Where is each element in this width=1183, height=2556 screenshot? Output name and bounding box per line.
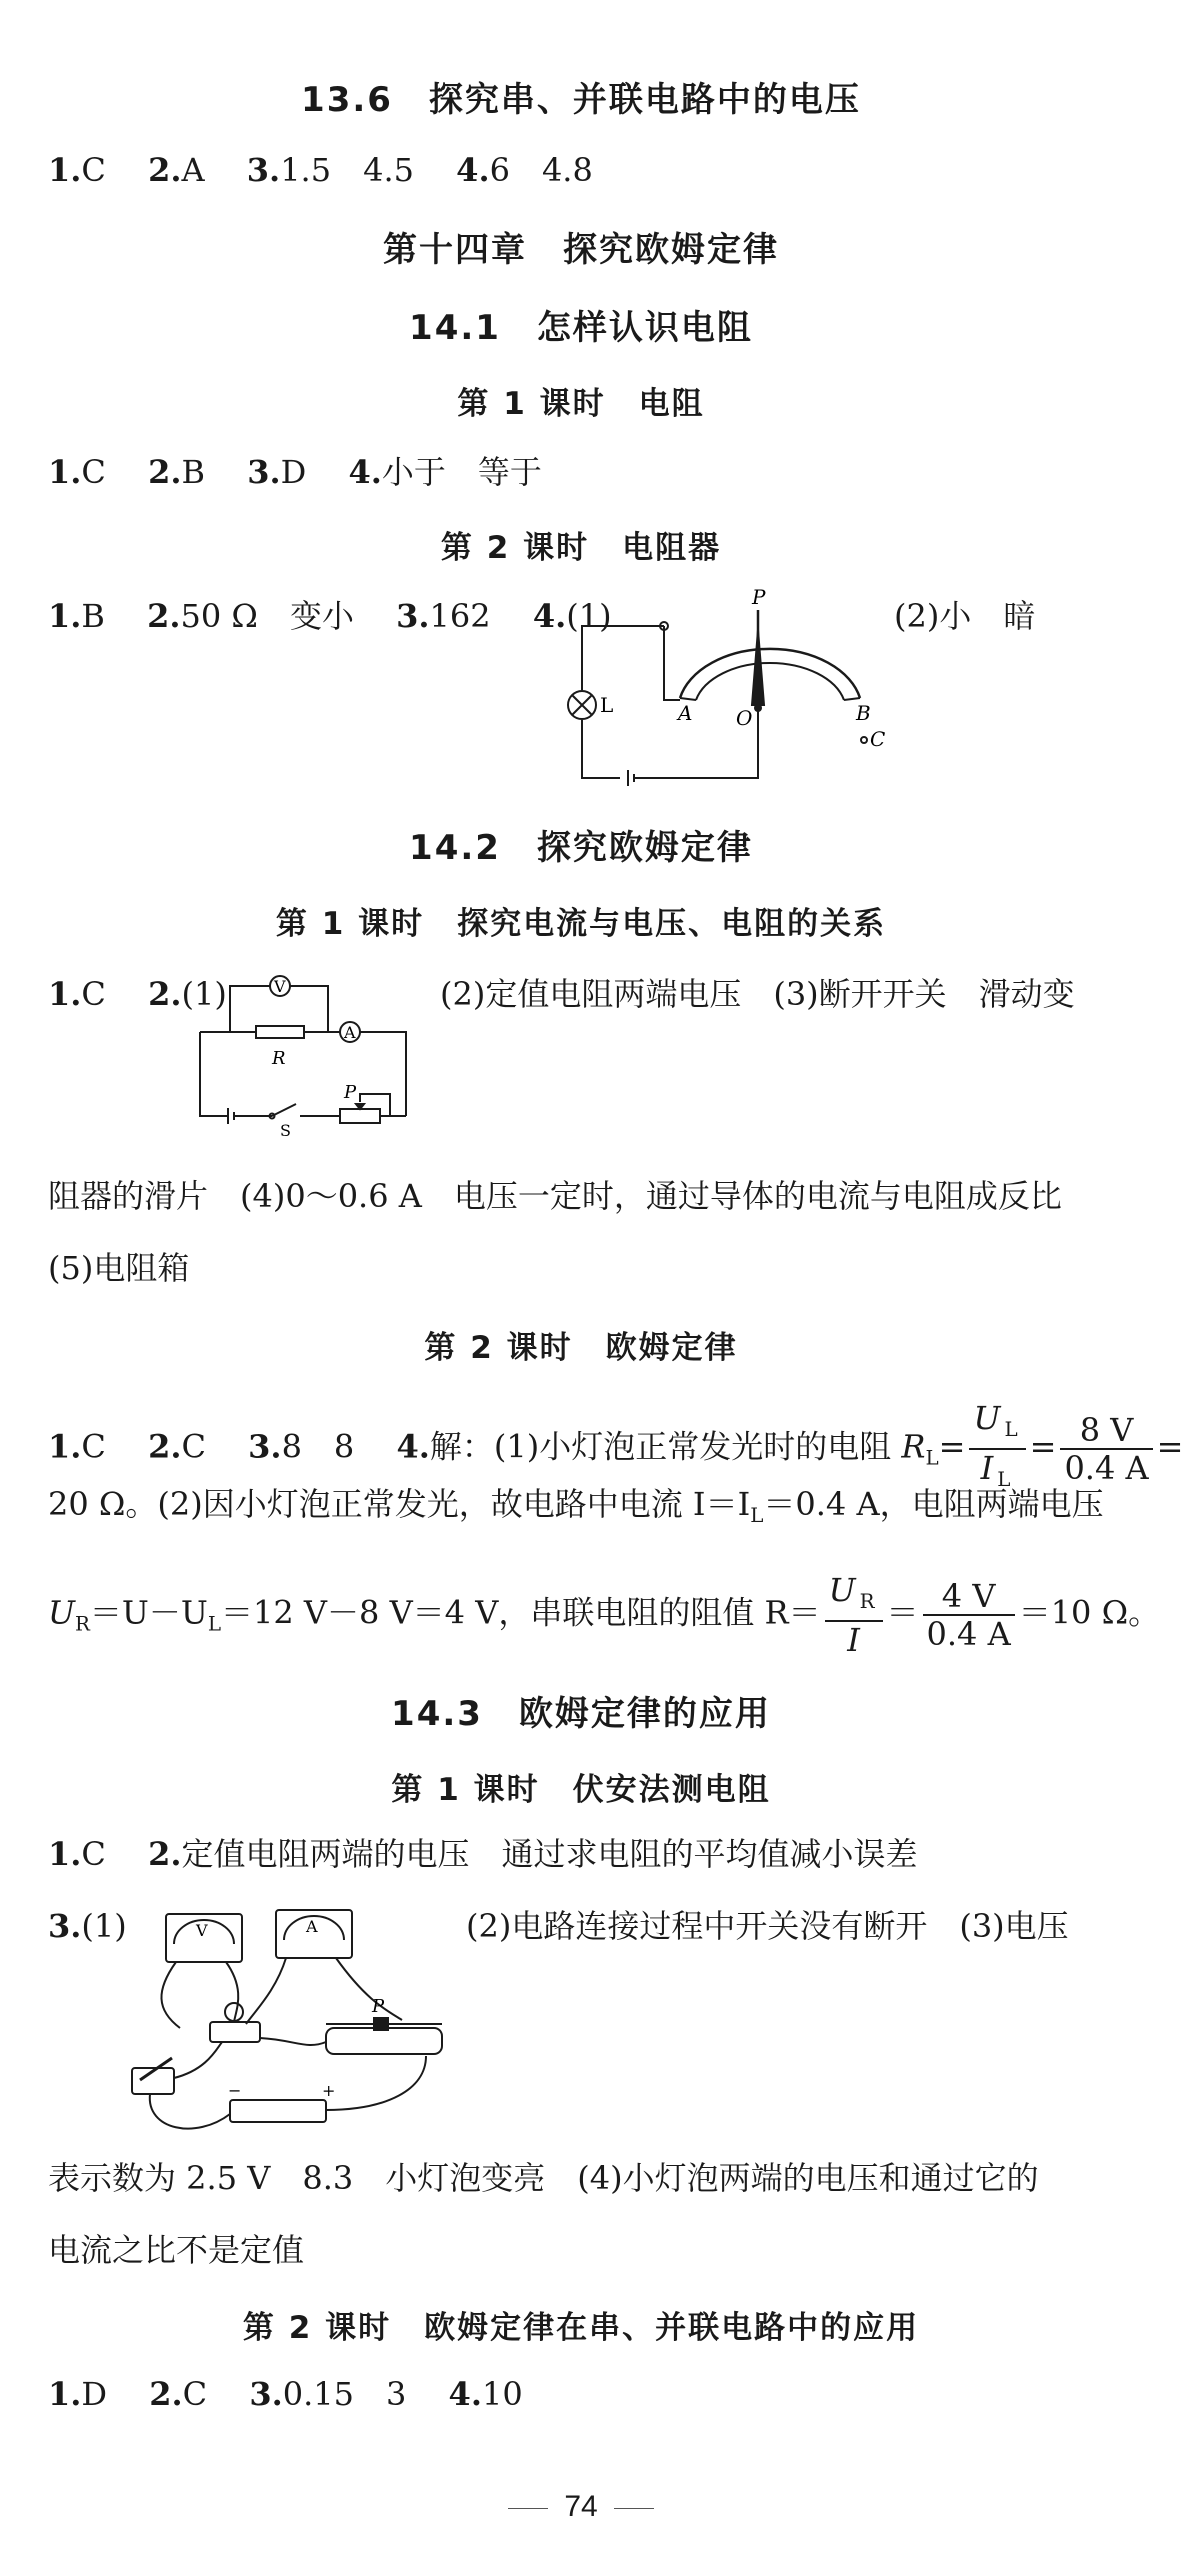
wire-6	[326, 2056, 426, 2110]
section-14-3-title: 14.3 欧姆定律的应用	[391, 1694, 771, 1734]
fig1-label-O: O	[736, 706, 753, 730]
answer-line-lesson-4-c: $U_R=U-U_L=12$ V－8 V＝4 V，串联电阻的阻值 R＝ $\frac{U _R}{I}$ ＝ $\frac{4 V}{0.4 A}$ ＝10 Ω。	[48, 1571, 1161, 1659]
wire-2	[226, 1962, 238, 2022]
wire-8	[260, 2038, 326, 2045]
answer-line-13-6: 1.C 2.A 3.1.5 4.5 4.6 4.8	[48, 151, 593, 189]
fraction-UL-IL: $\frac{U _L}{I _L}$	[969, 1400, 1025, 1498]
fig1-label-P: P	[752, 585, 766, 609]
lesson-1-title: 第 1 课时 电阻	[457, 386, 705, 422]
rheostat-body	[340, 1109, 380, 1123]
fig2-label-V: V	[274, 977, 286, 996]
fig1-label-B: B	[856, 701, 871, 725]
answer-line-lesson-6: 1.D 2.C 3.0.15 3 4.10	[48, 2375, 523, 2413]
arc-end-left	[680, 698, 696, 700]
wire-1	[161, 1962, 180, 2028]
wire-left-down	[200, 1032, 228, 1116]
fig3-label-A: A	[306, 1917, 318, 1936]
answer-line-lesson-3-d: (5)电阻箱	[48, 1249, 190, 1287]
fig2-label-P: P	[344, 1082, 357, 1103]
fig3-label-plus: +	[322, 2081, 336, 2100]
fraction-UR-I: $\frac{U _R}{I}$	[825, 1572, 883, 1658]
page-number: 74	[0, 2490, 1162, 2524]
wiring-illustration-figure	[126, 1900, 466, 2140]
answer-line-lesson-3-b: (2)定值电阻两端电压 (3)断开开关 滑动变	[440, 975, 1075, 1013]
lesson-4-title: 第 2 课时 欧姆定律	[424, 1330, 738, 1366]
fraction-8V-0.4A: $\frac{8 V}{0.4 A}$	[1060, 1412, 1152, 1486]
resistance-arc-outer	[680, 649, 860, 698]
answer-line-lesson-4-a: 1.C 2.C 3.8 8 4.解：(1)小灯泡正常发光时的电阻 $R_L=$ $\frac{U _L}{I _L}$ = $\frac{8 V}{0.4 A}$ =	[48, 1400, 1183, 1498]
section-13-6-title: 13.6 探究串、并联电路中的电压	[301, 80, 861, 120]
answer-line-lesson-5-a: 1.C 2.定值电阻两端的电压 通过求电阻的平均值减小误差	[48, 1835, 918, 1873]
slider-pointer	[752, 630, 764, 705]
wire-7	[174, 2042, 222, 2078]
fig2-label-S: S	[280, 1121, 291, 1140]
fig2-label-R: R	[272, 1048, 286, 1069]
rheostat-coil	[326, 2028, 442, 2054]
answer-line-lesson-5-c: (2)电路连接过程中开关没有断开 (3)电压	[466, 1907, 1069, 1945]
answer-line-lesson-3-c: 阻器的滑片 (4)0～0.6 A 电压一定时，通过导体的电流与电阻成反比	[48, 1177, 1062, 1215]
fig3-label-V: V	[196, 1921, 208, 1940]
rheostat-slider-wire	[360, 1094, 390, 1116]
fig1-label-A: A	[678, 701, 693, 725]
fig1-label-L: L	[600, 693, 614, 717]
lesson-6-title: 第 2 课时 欧姆定律在串、并联电路中的应用	[242, 2310, 920, 2346]
lesson-2-title: 第 2 课时 电阻器	[440, 530, 722, 566]
battery-box	[230, 2100, 326, 2122]
fig2-label-A: A	[344, 1023, 356, 1042]
answer-line-lesson-5-b: 3.(1)	[48, 1907, 127, 1945]
pivot-O	[755, 705, 761, 711]
arc-end-right	[844, 698, 860, 700]
fig3-label-minus: −	[228, 2081, 242, 2100]
rheostat-slider	[374, 2018, 388, 2030]
bulb-base	[210, 2022, 260, 2042]
wire-4	[336, 1958, 402, 2020]
fraction-4V-0.4A: $\frac{4 V}{0.4 A}$	[923, 1578, 1015, 1652]
answer-line-lesson-5-e: 电流之比不是定值	[48, 2231, 305, 2269]
answer-line-lesson-2: 1.B 2.50 Ω 变小 3.162 4.(1)	[48, 597, 612, 635]
wire-to-A	[664, 626, 680, 700]
section-14-1-title: 14.1 怎样认识电阻	[409, 308, 753, 348]
wire-right	[360, 1032, 406, 1116]
resistor-R	[256, 1026, 304, 1038]
answer-lesson-2-part2: (2)小 暗	[894, 597, 1036, 635]
lesson-3-title: 第 1 课时 探究电流与电压、电阻的关系	[275, 906, 887, 942]
fig1-label-C: C	[870, 727, 886, 751]
lesson-5-title: 第 1 课时 伏安法测电阻	[391, 1772, 771, 1808]
page-number-dash-left	[508, 2508, 548, 2509]
experiment-circuit-figure	[200, 968, 440, 1138]
answer-line-lesson-4-b: 20 Ω。(2)因小灯泡正常发光，故电路中电流 $I=I_L=0.4$ A，电阻两端电压	[48, 1485, 1104, 1527]
page-number-dash-right	[614, 2508, 654, 2509]
answer-line-lesson-5-d: 表示数为 2.5 V 8.3 小灯泡变亮 (4)小灯泡两端的电压和通过它的	[48, 2159, 1039, 2197]
answer-line-lesson-1: 1.C 2.B 3.D 4.小于 等于	[48, 453, 542, 491]
wire-3	[246, 1958, 286, 2024]
wire-top-left	[582, 626, 664, 690]
rheostat-circuit-figure	[540, 585, 900, 800]
switch-blade	[272, 1104, 296, 1116]
chapter-14-title: 第十四章 探究欧姆定律	[383, 230, 779, 270]
terminal-C	[861, 737, 867, 743]
fig3-label-P: P	[372, 1996, 385, 2017]
wire-5	[150, 2094, 230, 2129]
answer-line-lesson-3-a: 1.C 2.(1)	[48, 975, 227, 1013]
section-14-2-title: 14.2 探究欧姆定律	[409, 828, 753, 868]
wire-bottom-left	[582, 720, 620, 778]
resistance-arc-inner	[696, 663, 844, 700]
